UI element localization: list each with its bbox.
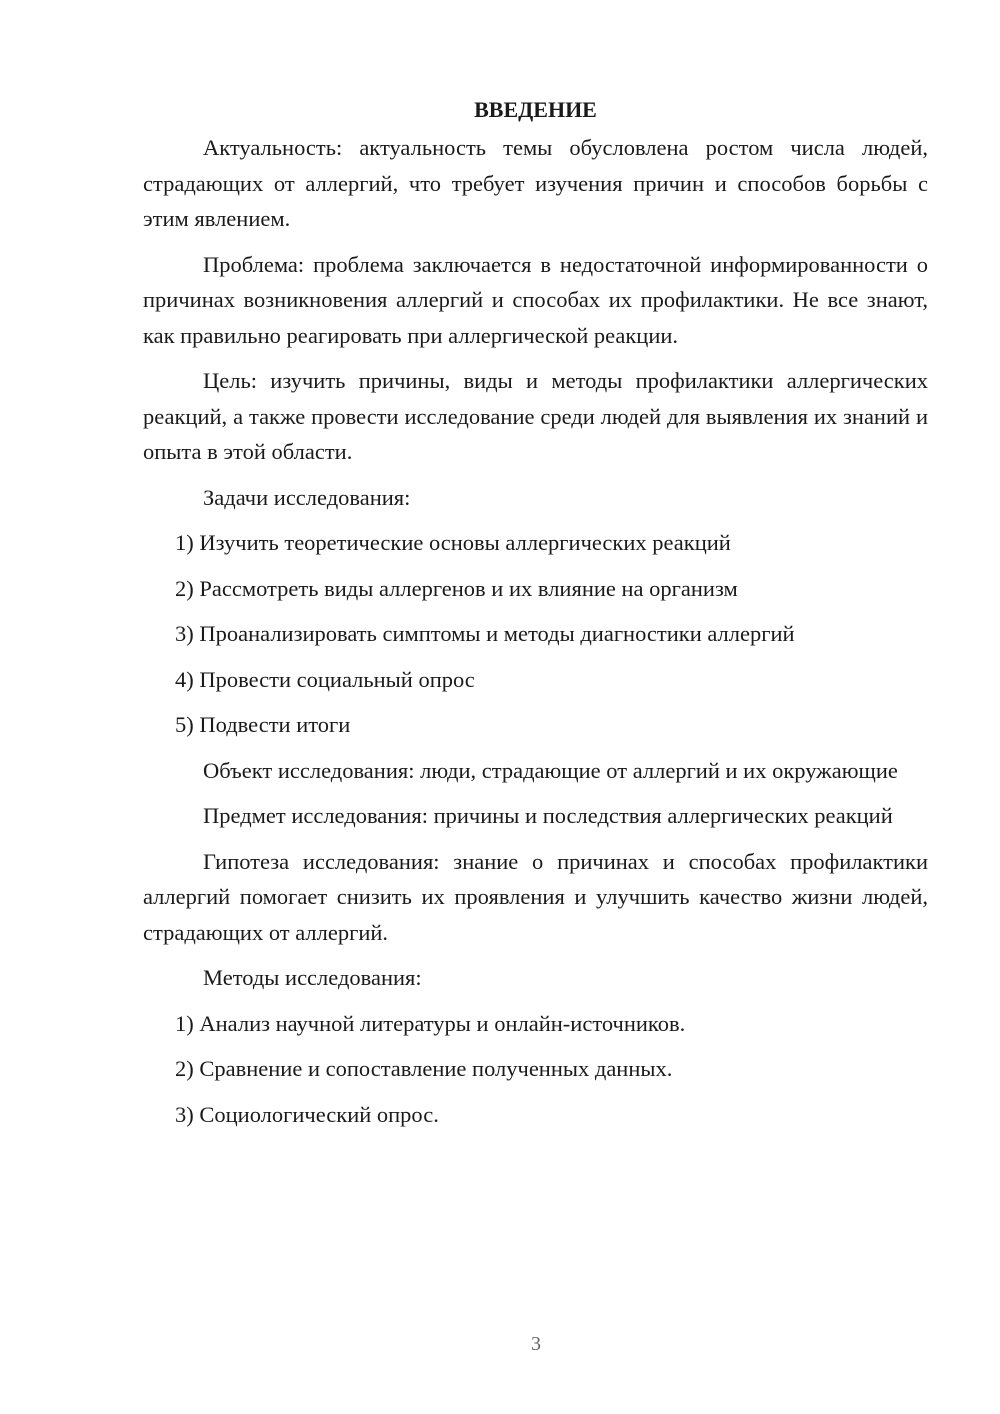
relevance-paragraph: Актуальность: актуальность темы обусловлена ростом числа людей, страдающих от аллергий, что требует изучения причин и способов борьбы с этим явлением. (143, 135, 928, 231)
object-paragraph: Объект исследования: люди, страдающие от аллергий и их окружающие (203, 757, 898, 783)
subject-paragraph: Предмет исследования: причины и последствия аллергических реакций (203, 803, 893, 828)
list-item: 1) Анализ научной литературы и онлайн-источников. (175, 1010, 686, 1036)
tasks-list (143, 525, 928, 743)
document-page (143, 92, 928, 1142)
list-item: 1) Изучить теоретические основы аллергических реакций (175, 530, 731, 555)
list-item: 4) Провести социальный опрос (175, 666, 475, 692)
document-title: ВВЕДЕНИЕ (474, 97, 597, 122)
list-item: 3) Социологический опрос. (175, 1101, 439, 1127)
page-number: 3 (531, 1333, 541, 1355)
methods-list (143, 1006, 928, 1133)
goal-paragraph: Цель: изучить причины, виды и методы профилактики аллергических реакций, а также провести исследование среди людей для выявления их знаний и опыта в этой области. (143, 368, 928, 464)
list-item: 3) Проанализировать симптомы и методы диагностики аллергий (175, 621, 795, 646)
list-item: 2) Рассмотреть виды аллергенов и их влияние на организм (175, 575, 738, 601)
tasks-heading: Задачи исследования: (203, 484, 411, 510)
hypothesis-paragraph: Гипотеза исследования: знание о причинах и способах профилактики аллергий помогает снизить их проявления и улучшить качество жизни людей, страдающих от аллергий. (143, 848, 928, 945)
methods-heading: Методы исследования: (203, 965, 422, 990)
list-item: 5) Подвести итоги (175, 712, 351, 737)
list-item: 2) Сравнение и сопоставление полученных данных. (175, 1056, 673, 1081)
problem-paragraph: Проблема: проблема заключается в недостаточной информированности о причинах возникновения аллергий и способах их профилактики. Не все знают, как правильно реагировать при аллергической реакции. (143, 251, 928, 348)
